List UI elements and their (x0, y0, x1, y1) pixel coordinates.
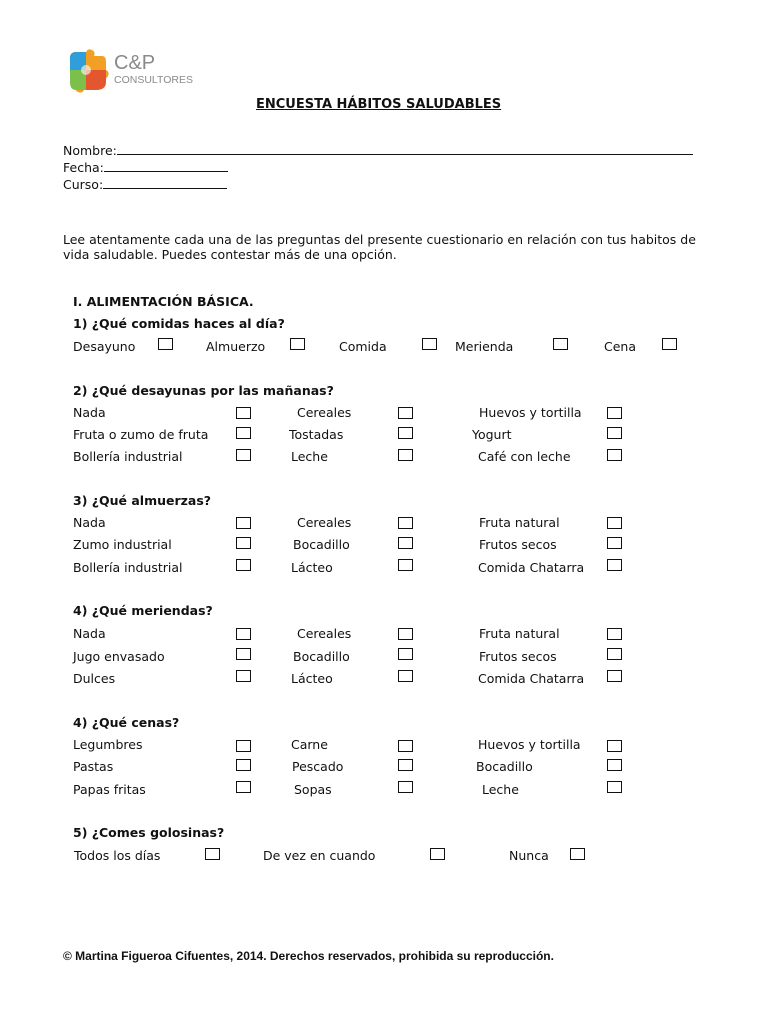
question-3: 3) ¿Qué almuerzas? (73, 493, 212, 508)
checkbox[interactable] (236, 517, 251, 529)
option-label: Dulces (73, 671, 116, 686)
question-2: 2) ¿Qué desayunas por las mañanas? (73, 383, 334, 398)
checkbox[interactable] (398, 670, 413, 682)
page-title: ENCUESTA HÁBITOS SALUDABLES (256, 97, 502, 112)
logo-subtitle: CONSULTORES (114, 74, 193, 86)
option-label: De vez en cuando (263, 848, 376, 863)
checkbox[interactable] (158, 338, 173, 350)
option-label: Cereales (297, 405, 352, 420)
checkbox[interactable] (236, 449, 251, 461)
option-label: Merienda (455, 339, 514, 354)
option-label: Bocadillo (293, 649, 350, 664)
puzzle-logo-icon (66, 48, 110, 94)
option-label: Leche (482, 782, 519, 797)
intro-line-1: Lee atentamente cada una de las preguntas del presente cuestionario en relación con tus habitos de (63, 232, 696, 247)
intro-line-2: vida saludable. Puedes contestar más de una opción. (63, 247, 397, 262)
checkbox[interactable] (398, 449, 413, 461)
option-label: Carne (291, 737, 328, 752)
logo-name: C&P (114, 52, 156, 74)
option-label: Huevos y tortilla (479, 405, 582, 420)
checkbox[interactable] (662, 338, 677, 350)
checkbox[interactable] (398, 537, 413, 549)
option-label: Lácteo (291, 671, 333, 686)
copyright-footer: © Martina Figueroa Cifuentes, 2014. Derechos reservados, prohibida su reproducción. (63, 949, 554, 963)
checkbox[interactable] (422, 338, 437, 350)
option-label: Café con leche (478, 449, 571, 464)
curso-field[interactable] (63, 177, 227, 192)
option-label: Yogurt (472, 427, 512, 442)
option-label: Comida (339, 339, 387, 354)
question-4: 4) ¿Qué meriendas? (73, 603, 213, 618)
option-label: Nada (73, 626, 106, 641)
option-label: Lácteo (291, 560, 333, 575)
option-label: Desayuno (73, 339, 136, 354)
nombre-field[interactable] (63, 143, 693, 158)
option-label: Pescado (292, 759, 344, 774)
section-heading: I. ALIMENTACIÓN BÁSICA. (73, 294, 254, 309)
option-label: Papas fritas (73, 782, 146, 797)
option-label: Nunca (509, 848, 549, 863)
option-label: Almuerzo (206, 339, 266, 354)
checkbox[interactable] (236, 740, 251, 752)
checkbox[interactable] (398, 740, 413, 752)
checkbox[interactable] (236, 559, 251, 571)
fecha-field[interactable] (63, 160, 228, 175)
checkbox[interactable] (290, 338, 305, 350)
option-label: Fruta o zumo de fruta (73, 427, 209, 442)
checkbox[interactable] (398, 559, 413, 571)
question-5: 4) ¿Qué cenas? (73, 715, 180, 730)
option-label: Legumbres (73, 737, 143, 752)
option-label: Cena (604, 339, 637, 354)
checkbox[interactable] (236, 670, 251, 682)
checkbox[interactable] (236, 759, 251, 771)
checkbox[interactable] (398, 407, 413, 419)
curso-label: Curso: (63, 177, 104, 192)
option-label: Pastas (73, 759, 114, 774)
nombre-label: Nombre: (63, 143, 117, 158)
checkbox[interactable] (607, 449, 622, 461)
option-label: Sopas (294, 782, 332, 797)
option-label: Jugo envasado (73, 649, 165, 664)
checkbox[interactable] (236, 537, 251, 549)
checkbox[interactable] (607, 517, 622, 529)
option-label: Comida Chatarra (478, 671, 585, 686)
option-label: Fruta natural (479, 626, 560, 641)
option-label: Huevos y tortilla (478, 737, 581, 752)
option-label: Nada (73, 405, 106, 420)
checkbox[interactable] (607, 759, 622, 771)
checkbox[interactable] (430, 848, 445, 860)
option-label: Cereales (297, 515, 352, 530)
option-label: Fruta natural (479, 515, 560, 530)
option-label: Frutos secos (479, 537, 557, 552)
checkbox[interactable] (236, 628, 251, 640)
checkbox[interactable] (607, 648, 622, 660)
checkbox[interactable] (398, 781, 413, 793)
checkbox[interactable] (236, 407, 251, 419)
checkbox[interactable] (553, 338, 568, 350)
checkbox[interactable] (236, 781, 251, 793)
checkbox[interactable] (607, 407, 622, 419)
checkbox[interactable] (398, 427, 413, 439)
fecha-label: Fecha: (63, 160, 104, 175)
checkbox[interactable] (607, 537, 622, 549)
checkbox[interactable] (607, 628, 622, 640)
option-label: Comida Chatarra (478, 560, 585, 575)
logo (66, 48, 206, 94)
option-label: Cereales (297, 626, 352, 641)
checkbox[interactable] (398, 517, 413, 529)
checkbox[interactable] (398, 759, 413, 771)
option-label: Todos los días (74, 848, 161, 863)
option-label: Bocadillo (476, 759, 533, 774)
option-label: Zumo industrial (73, 537, 172, 552)
checkbox[interactable] (398, 648, 413, 660)
question-1: 1) ¿Qué comidas haces al día? (73, 316, 285, 331)
checkbox[interactable] (607, 427, 622, 439)
checkbox[interactable] (570, 848, 585, 860)
option-label: Bollería industrial (73, 449, 183, 464)
checkbox[interactable] (607, 781, 622, 793)
option-label: Frutos secos (479, 649, 557, 664)
option-label: Bocadillo (293, 537, 350, 552)
checkbox[interactable] (236, 427, 251, 439)
checkbox[interactable] (236, 648, 251, 660)
option-label: Nada (73, 515, 106, 530)
option-label: Tostadas (289, 427, 344, 442)
checkbox[interactable] (398, 628, 413, 640)
option-label: Leche (291, 449, 328, 464)
checkbox[interactable] (607, 740, 622, 752)
checkbox[interactable] (607, 559, 622, 571)
option-label: Bollería industrial (73, 560, 183, 575)
question-6: 5) ¿Comes golosinas? (73, 825, 225, 840)
checkbox[interactable] (607, 670, 622, 682)
checkbox[interactable] (205, 848, 220, 860)
